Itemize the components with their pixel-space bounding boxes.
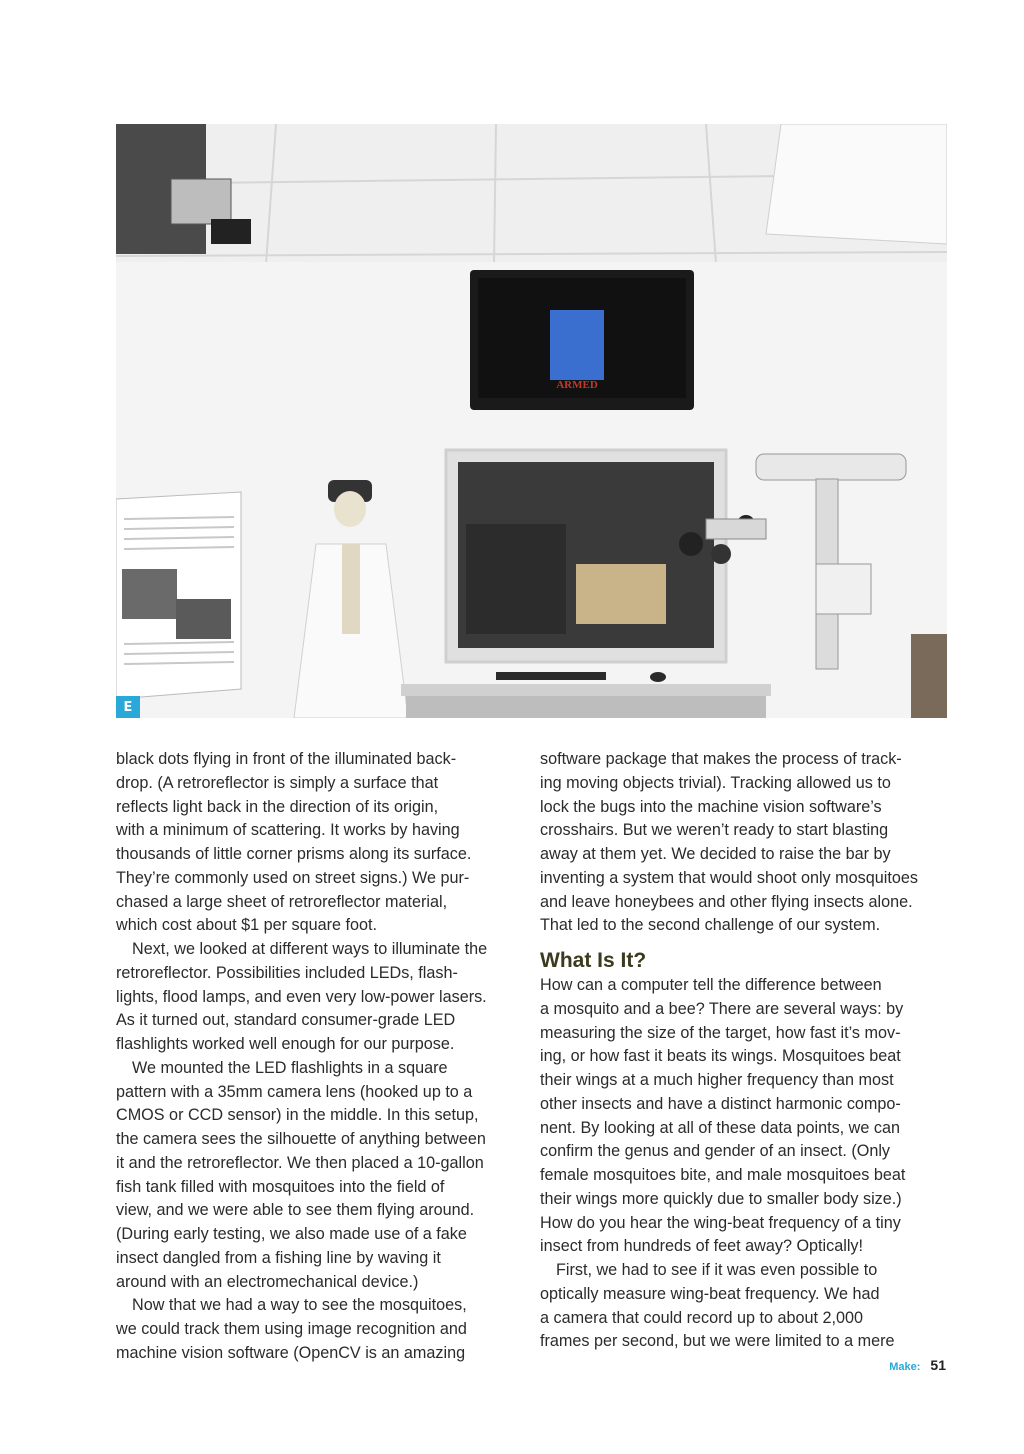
text-line: That led to the second challenge of our system. [540,916,881,935]
text-line: confirm the genus and gender of an insect. (Only [540,1142,891,1161]
desk-body [406,696,766,718]
right-paragraph-1 [540,748,950,938]
photo-label: E [116,696,140,718]
text-line: and leave honeybees and other flying insects alone. [540,892,913,911]
left-paragraph-1 [116,748,526,938]
projector [171,179,231,224]
text-line: How can a computer tell the difference between [540,976,882,994]
text-line: it and the retroreflector. We then placed a 10-gallon [116,1153,484,1172]
text-line: measuring the size of the target, how fast it’s mov- [540,1023,901,1042]
text-line: around with an electromechanical device.) [116,1272,419,1291]
monitor-blue-panel [550,310,604,380]
text-line: we could track them using image recognition and [116,1320,467,1338]
mouse [650,672,666,682]
text-line: a camera that could record up to about 2,000 [540,1308,864,1327]
cabinet [911,634,947,718]
lab-photo [116,124,947,718]
page-number: 51 [930,1357,946,1373]
text-line: insect dangled from a fishing line by waving it [116,1248,441,1267]
text-line: optically measure wing-beat frequency. We had [540,1284,880,1303]
text-line: view, and we were able to see them flying around. [116,1201,475,1220]
keyboard [496,672,606,680]
right-column [540,748,950,1354]
text-line: How do you hear the wing-beat frequency of a tiny [540,1213,901,1232]
text-line: with a minimum of scattering. It works by having [116,821,460,840]
text-line: fish tank filled with mosquitoes into the field of [116,1177,445,1196]
window-shelf-boxes [576,564,666,624]
text-line: thousands of little corner prisms along its surface. [116,845,472,863]
text-line: drop. (A retroreflector is simply a surface that [116,773,439,792]
page-footer [889,1357,946,1373]
right-paragraph-3 [540,1259,950,1354]
poster-board [116,492,241,699]
text-line: frames per second, but we were limited to a mere [540,1332,895,1351]
text-line: the camera sees the silhouette of anything between [116,1130,486,1148]
text-line: First, we had to see if it was even possible to [556,1261,878,1279]
text-line: other insects and have a distinct harmonic compo- [540,1094,901,1113]
text-line: which cost about $1 per square foot. [116,916,377,935]
text-line: inventing a system that would shoot only mosquitoes [540,868,918,887]
ceiling-light [766,124,947,244]
right-paragraph-2 [540,974,950,1259]
text-line: We mounted the LED flashlights in a square [132,1058,448,1077]
text-line: black dots flying in front of the illuminated back- [116,750,457,768]
text-line: software package that makes the process of track- [540,750,902,768]
text-line: lights, flood lamps, and even very low-power lasers. [116,987,487,1006]
text-line: a mosquito and a bee? There are several ways: by [540,999,904,1018]
desk-top [401,684,771,696]
text-line: reflects light back in the direction of its origin, [116,797,439,816]
text-line: retroreflector. Possibilities included LEDs, flash- [116,963,458,982]
text-line: nent. By looking at all of these data points, we can [540,1118,900,1137]
left-column [116,748,526,1366]
text-line: away at them yet. We decided to raise the bar by [540,845,891,863]
text-line: female mosquitoes bite, and male mosquitoes beat [540,1166,906,1184]
text-line: Now that we had a way to see the mosquitoes, [132,1296,467,1315]
section-heading: What Is It? [540,949,647,972]
text-line: machine vision software (OpenCV is an amazing [116,1343,466,1362]
text-line: CMOS or CCD sensor) in the middle. In this setup, [116,1106,479,1125]
text-line: their wings more quickly due to smaller body size.) [540,1189,902,1208]
text-line: (During early testing, we also made use of a fake [116,1225,467,1243]
text-line: their wings at a much higher frequency than most [540,1071,894,1089]
left-paragraph-2 [116,938,526,1057]
magazine-name: Make: [889,1361,921,1373]
text-line: chased a large sheet of retroreflector material, [116,892,448,911]
window-cabinet [466,524,566,634]
projector-mount [211,219,251,244]
monitor-armed-text: ARMED [556,379,598,391]
text-line: ing, or how fast it beats its wings. Mosquitoes beat [540,1047,901,1066]
text-line: pattern with a 35mm camera lens (hooked up to a [116,1082,473,1101]
text-line: flashlights worked well enough for our purpose. [116,1035,455,1053]
text-line: Next, we looked at different ways to illuminate the [132,940,488,958]
text-line: ing moving objects trivial). Tracking allowed us to [540,773,891,792]
left-paragraph-3 [116,1057,526,1295]
text-line: crosshairs. But we weren’t ready to start blasting [540,821,889,840]
left-paragraph-4 [116,1294,526,1365]
text-line: They’re commonly used on street signs.) We pur- [116,868,470,887]
text-line: lock the bugs into the machine vision software’s [540,797,882,816]
text-line: insect from hundreds of feet away? Optically! [540,1237,864,1256]
text-line: As it turned out, standard consumer-grade LED [116,1011,456,1030]
lab-photo-illustration [116,124,947,718]
